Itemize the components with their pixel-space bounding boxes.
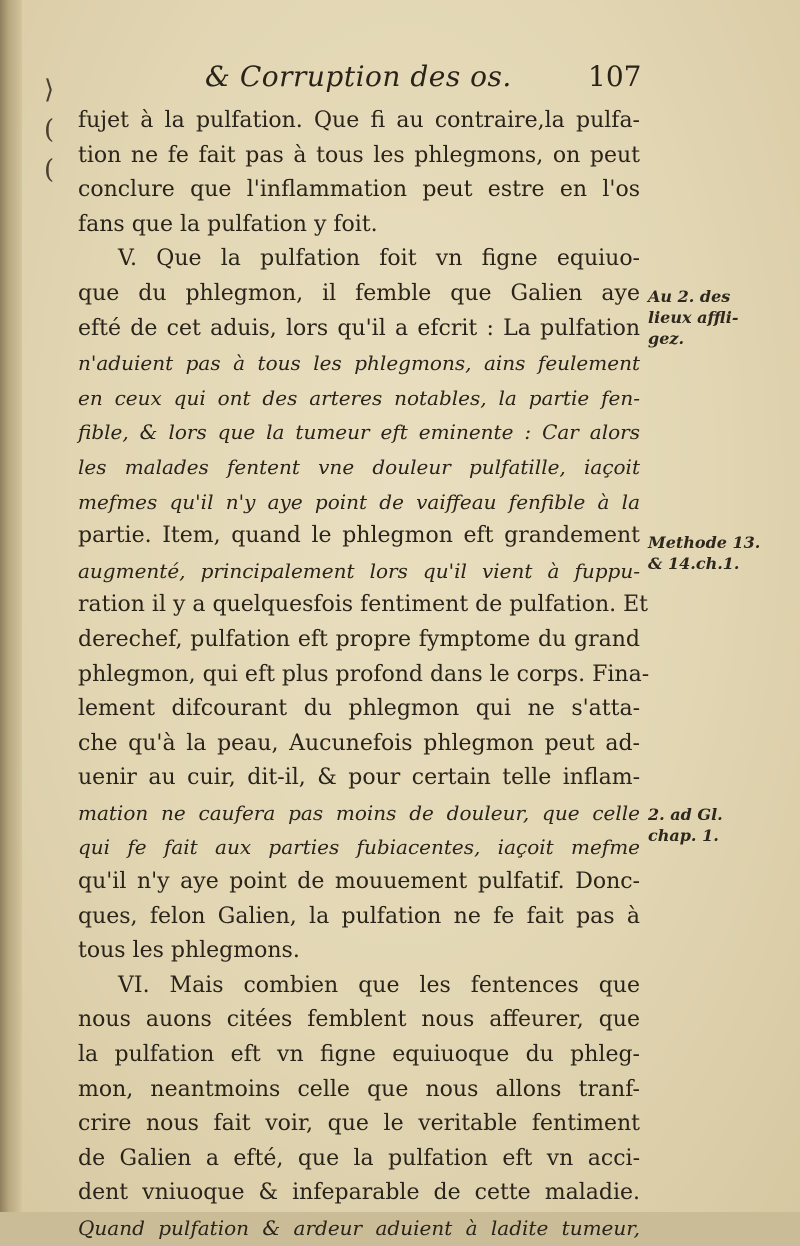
margin-note-lieux-affligez: Au 2. des lieux affli- gez. <box>648 287 739 348</box>
text-line: V. Que la pulfation foit vn figne equiuo- <box>118 246 640 272</box>
text-line: fible, & lors que la tumeur eft eminente : Car alors <box>78 420 640 445</box>
page-binding-shadow <box>0 0 22 1212</box>
text-line: nous auons citées femblent nous affeurer, que <box>78 1007 640 1033</box>
text-line: mefmes qu'il n'y aye point de vaiffeau fenfible à la <box>78 489 640 514</box>
page-header <box>0 58 800 98</box>
margin-note-ad-gl: 2. ad Gl. chap. 1. <box>648 805 723 845</box>
text-line: de Galien a efté, que la pulfation eft vn acci- <box>78 1145 640 1171</box>
text-line: Quand pulfation & ardeur aduient à ladite tumeur, <box>78 1216 640 1240</box>
text-line: uenir au cuir, dit-il, & pour certain telle inflam- <box>78 765 640 791</box>
page-number: 107 <box>588 60 642 93</box>
text-line: fans que la pulfation y foit. <box>78 211 378 237</box>
text-line: en ceux qui ont des arteres notables, la partie fen- <box>78 385 640 410</box>
text-line: VI. Mais combien que les fentences que <box>118 972 640 998</box>
text-line: ration il y a quelquesfois fentiment de pulfation. Et <box>78 592 649 618</box>
text-line: fujet à la pulfation. Que fi au contraire,la pulfa- <box>78 108 640 133</box>
text-line: qu'il n'y aye point de mouuement pulfatif. Donc- <box>78 869 640 895</box>
text-line: crire nous fait voir, que le veritable fentiment <box>78 1111 640 1137</box>
text-line: qui fe fait aux parties fubiacentes, iaçoit mefme <box>78 835 640 860</box>
margin-note-methode: Methode 13. & 14.ch.1. <box>648 533 761 573</box>
text-line: les malades fentent vne douleur pulfatille, iaçoit <box>78 454 640 479</box>
text-line: la pulfation eft vn figne equiuoque du phleg- <box>78 1042 640 1068</box>
text-line: mation ne caufera pas moins de douleur, que celle <box>78 800 640 825</box>
text-line: mon, neantmoins celle que nous allons tranf- <box>78 1076 640 1102</box>
text-line: derechef, pulfation eft propre fymptome du grand <box>78 626 640 652</box>
text-line: phlegmon, qui eft plus profond dans le corps. Fina- <box>78 661 650 687</box>
text-line: partie. Item, quand le phlegmon eft grandement <box>78 523 640 549</box>
margin-marks: ⟩ ( ( <box>44 75 55 185</box>
text-line: che qu'à la peau, Aucunefois phlegmon peut ad- <box>78 730 640 756</box>
text-line: efté de cet aduis, lors qu'il a efcrit : La pulfation <box>78 315 640 341</box>
text-line: dent vniuoque & infeparable de cette maladie. <box>78 1180 640 1206</box>
text-line: n'aduient pas à tous les phlegmons, ains feulement <box>78 351 640 376</box>
text-line: ques, felon Galien, la pulfation ne fe fait pas à <box>78 903 640 929</box>
text-line: tion ne fe fait pas à tous les phlegmons, on peut <box>78 142 640 168</box>
text-line: que du phlegmon, il femble que Galien aye <box>78 280 640 306</box>
text-line: augmenté, principalement lors qu'il vient à fuppu- <box>78 558 640 583</box>
text-line: conclure que l'inflammation peut estre en l'os <box>78 177 640 203</box>
body-text <box>78 104 650 1246</box>
text-line: lement difcourant du phlegmon qui ne s'atta- <box>78 696 640 722</box>
running-head: & Corruption des os. <box>205 60 512 93</box>
text-line: tous les phlegmons. <box>78 938 300 964</box>
